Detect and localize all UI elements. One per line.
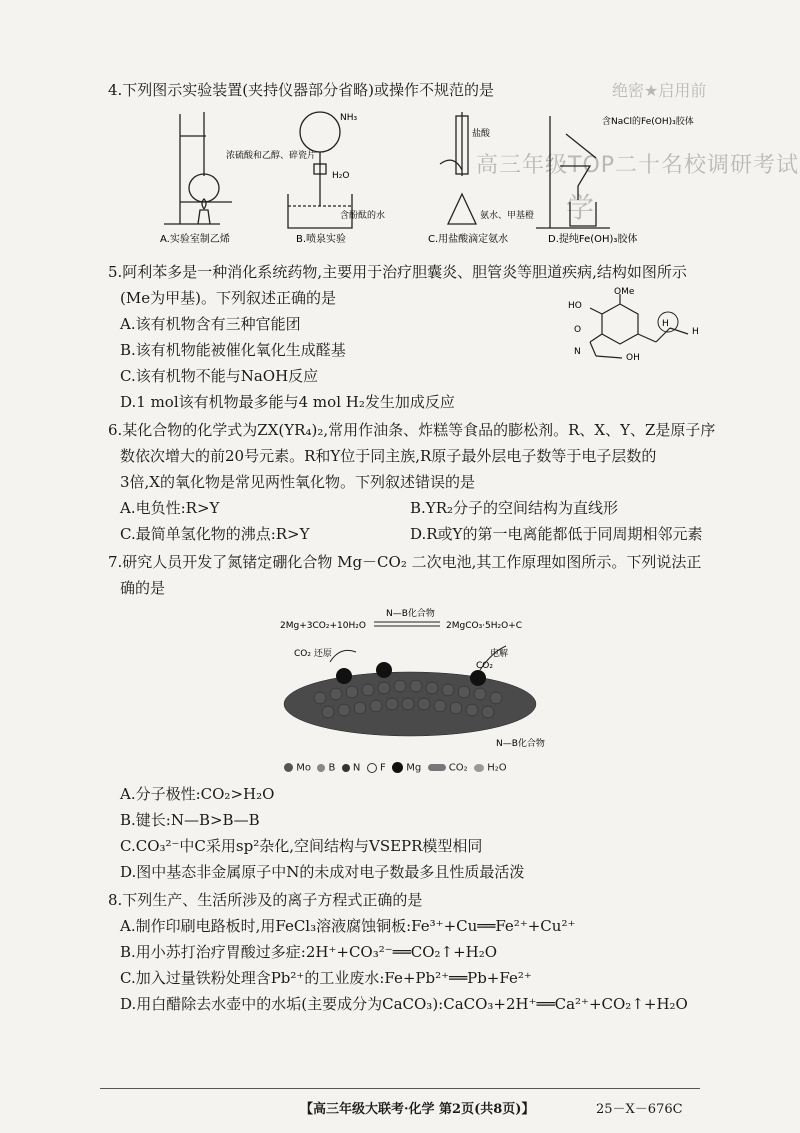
q7-arrow-reduce [330, 650, 356, 662]
legend-mo-icon [284, 763, 293, 772]
q6-option-b: B.YR₂分子的空间结构为直线形 [410, 499, 619, 517]
q8-option-b: B.用小苏打治疗胃酸过多症:2H⁺+CO₃²⁻══CO₂↑+H₂O [120, 943, 498, 961]
q7-option-a: A.分子极性:CO₂>H₂O [120, 785, 275, 803]
q7-option-c: C.CO₃²⁻中C采用sp²杂化,空间结构与VSEPR模型相同 [120, 837, 483, 855]
q5-struct-ome: OMe [614, 287, 635, 297]
q7-label-compound: N—B化合物 [496, 739, 545, 749]
q4-apparatus-figure [150, 106, 710, 252]
q8-option-a: A.制作印刷电路板时,用FeCl₃溶液腐蚀铜板:Fe³⁺+Cu══Fe²⁺+Cu²⁺ [120, 917, 576, 935]
q5-struct-h-end: H [692, 327, 699, 337]
legend-h2o: H₂O [487, 762, 507, 774]
legend-f-icon [367, 763, 377, 773]
q4-b-phenol: 含酚酞的水 [340, 211, 386, 221]
q7-eq-catalyst: N—B化合物 [386, 609, 435, 619]
q4-a-label-text: 浓硫酸和乙醇、碎瓷片 [226, 151, 317, 161]
q5-stem-2: (Me为甲基)。下列叙述正确的是 [120, 289, 336, 307]
q6-stem-3: 3倍,X的氧化物是常见两性氧化物。下列叙述错误的是 [120, 473, 475, 491]
legend-co2-icon [428, 764, 446, 771]
q8-option-d: D.用白醋除去水壶中的水垢(主要成分为CaCO₃):CaCO₃+2H⁺══Ca²⁺+CO₂↑+H₂O [120, 995, 688, 1013]
q7-legend [284, 762, 507, 774]
footer-page-info: 【高三年级大联考·化学 第2页(共8页)】 [300, 1102, 535, 1117]
q4-caption-d: D.提纯Fe(OH)₃胶体 [548, 234, 638, 245]
watermark-top-right: 绝密★启用前 [612, 81, 707, 100]
q7-lattice [284, 672, 536, 736]
q8-stem: 8.下列生产、生活所涉及的离子方程式正确的是 [108, 891, 423, 909]
watermark-center-title: 高三年级TOP二十名校调研考试 [476, 153, 800, 178]
q5-struct-n: N [574, 347, 581, 357]
q6-option-a: A.电负性:R>Y [120, 499, 220, 517]
q7-stem-2: 确的是 [120, 579, 166, 597]
q4-c-ammonia: 氨水、甲基橙 [480, 211, 535, 221]
q7-label-electrolysis: 电解 [490, 649, 509, 659]
q7-mg-atom-2 [376, 662, 392, 678]
q8-option-c: C.加入过量铁粉处理含Pb²⁺的工业废水:Fe+Pb²⁺══Pb+Fe²⁺ [120, 969, 532, 987]
legend-h2o-icon [474, 764, 484, 772]
legend-n-icon [342, 764, 350, 772]
q7-label-reduce: CO₂ 还原 [294, 649, 332, 659]
q4-b-nh3: NH₃ [340, 113, 358, 123]
legend-mg-icon [392, 762, 403, 773]
q7-option-d: D.图中基态非金属原子中N的未成对电子数最多且性质最活泼 [120, 863, 525, 881]
q4-c-hcl: 盐酸 [472, 129, 491, 139]
q5-struct-h-ring: H [662, 319, 669, 329]
q4-d-label: 含NaCl的Fe(OH)₃胶体 [602, 117, 694, 127]
q6-option-c: C.最简单氢化物的沸点:R>Y [120, 525, 310, 543]
watermark-center-sub: 学 [566, 191, 595, 224]
q7-option-b: B.键长:N—B>B—B [120, 811, 260, 829]
footer-rule [100, 1088, 700, 1089]
q7-mg-atom-1 [336, 668, 352, 684]
legend-mg: Mg [406, 762, 422, 774]
legend-mo: Mo [296, 762, 311, 774]
q7-stem-1: 7.研究人员开发了氮锗定硼化合物 Mg－CO₂ 二次电池,其工作原理如图所示。下列说法正 [108, 553, 702, 571]
q5-struct-o: O [574, 325, 582, 335]
q5-struct-oh: OH [626, 353, 640, 363]
q5-struct-ho: HO [568, 301, 582, 311]
q5-option-b: B.该有机物能被催化氧化生成醛基 [120, 341, 346, 359]
q4-caption-b: B.喷泉实验 [296, 234, 347, 245]
q5-option-d: D.1 mol该有机物最多能与4 mol H₂发生加成反应 [120, 393, 455, 411]
q4-caption-a: A.实验室制乙烯 [160, 234, 230, 245]
q5-option-a: A.该有机物含有三种官能团 [120, 315, 301, 333]
q7-mg-atom-3 [470, 670, 486, 686]
q6-stem-1: 6.某化合物的化学式为ZX(YR₄)₂,常用作油条、炸糕等食品的膨松剂。R、X、Y、Z是原子序 [108, 421, 716, 439]
legend-co2: CO₂ [448, 762, 468, 774]
q7-battery-figure [260, 606, 560, 756]
q7-eq-left: 2Mg+3CO₂+10H₂O [280, 621, 366, 631]
q5-option-c: C.该有机物不能与NaOH反应 [120, 367, 319, 385]
footer-code: 25－X－676C [596, 1102, 683, 1117]
q5-stem-1: 5.阿利苯多是一种消化系统药物,主要用于治疗胆囊炎、胆管炎等胆道疾病,结构如图所示 [108, 263, 687, 281]
q4-stem: 4.下列图示实验装置(夹持仪器部分省略)或操作不规范的是 [108, 81, 495, 99]
legend-b: B [328, 762, 336, 774]
q6-option-d: D.R或Y的第一电离能都低于同周期相邻元素 [410, 525, 703, 543]
legend-n: N [352, 762, 361, 774]
q7-label-co2: CO₂ [476, 661, 493, 671]
legend-b-icon [317, 764, 325, 772]
q4-b-h2o: H₂O [332, 171, 350, 181]
q7-eq-right: 2MgCO₃·5H₂O+C [446, 621, 523, 631]
q6-stem-2: 数依次增大的前20号元素。R和Y位于同主族,R原子最外层电子数等于电子层数的 [120, 447, 657, 465]
legend-f: F [379, 762, 386, 774]
q4-a-label [226, 149, 316, 161]
q4-caption-c: C.用盐酸滴定氨水 [428, 234, 509, 245]
q5-structure-figure [560, 286, 710, 366]
